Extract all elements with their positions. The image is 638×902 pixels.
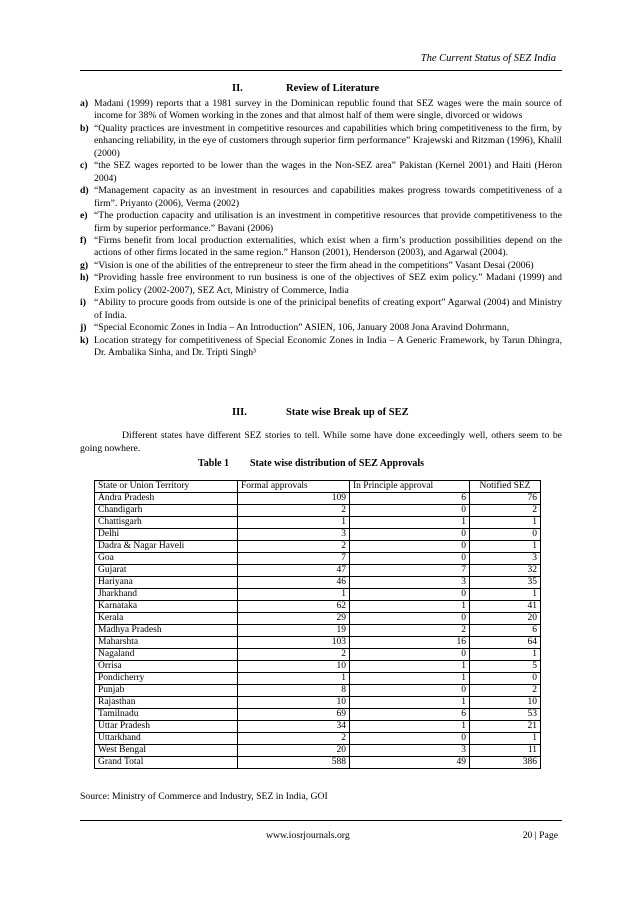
value-cell: 3 xyxy=(470,553,541,565)
value-cell: 109 xyxy=(238,493,350,505)
reference-text: Location strategy for competitiveness of Special Economic Zones in India – A Generic Framework, by Tarun Dhingra, Dr. Ambalika Sinha, and Dr. Tripti Singh³ xyxy=(94,334,562,359)
value-cell: 3 xyxy=(350,745,470,757)
footer-rule xyxy=(80,820,562,821)
column-header: State or Union Territory xyxy=(95,481,238,493)
value-cell: 0 xyxy=(350,505,470,517)
state-cell: Dadra & Nagar Haveli xyxy=(95,541,238,553)
state-cell: Andra Pradesh xyxy=(95,493,238,505)
value-cell: 386 xyxy=(470,757,541,769)
footer-url: www.iosrjournals.org xyxy=(266,830,350,841)
footer-page-number: 20 | Page xyxy=(522,830,558,841)
reference-text: “The production capacity and utilisation is an investment in competitive resources that provide competitiveness to the firm by superior performance.” Bavani (2006) xyxy=(94,210,562,234)
reference-item xyxy=(80,235,562,260)
value-cell: 0 xyxy=(350,733,470,745)
value-cell: 1 xyxy=(350,697,470,709)
table-row xyxy=(95,517,541,529)
value-cell: 1 xyxy=(350,661,470,673)
column-header: Notified SEZ xyxy=(470,481,541,493)
value-cell: 0 xyxy=(470,529,541,541)
table-row xyxy=(95,493,541,505)
reference-item xyxy=(80,160,562,185)
value-cell: 20 xyxy=(470,613,541,625)
value-cell: 0 xyxy=(350,553,470,565)
reference-item xyxy=(80,260,562,272)
reference-item xyxy=(80,98,562,123)
reference-marker: k) xyxy=(80,334,89,346)
value-cell: 49 xyxy=(350,757,470,769)
column-header: In Principle approval xyxy=(350,481,470,493)
state-cell: West Bengal xyxy=(95,745,238,757)
state-cell: Uttar Pradesh xyxy=(95,721,238,733)
table-row xyxy=(95,709,541,721)
value-cell: 21 xyxy=(470,721,541,733)
value-cell: 6 xyxy=(470,625,541,637)
section-title: State wise Break up of SEZ xyxy=(286,407,409,418)
reference-marker: i) xyxy=(80,297,86,309)
value-cell: 16 xyxy=(350,637,470,649)
section-number: III. xyxy=(232,407,247,418)
value-cell: 8 xyxy=(238,685,350,697)
reference-item xyxy=(80,322,562,334)
reference-item xyxy=(80,123,562,160)
reference-marker: a) xyxy=(80,98,89,109)
value-cell: 35 xyxy=(470,577,541,589)
table-row xyxy=(95,529,541,541)
reference-list xyxy=(80,98,562,360)
reference-marker: h) xyxy=(80,272,89,284)
value-cell: 6 xyxy=(350,709,470,721)
state-cell: Punjab xyxy=(95,685,238,697)
value-cell: 10 xyxy=(470,697,541,709)
value-cell: 1 xyxy=(350,721,470,733)
reference-text: “Management capacity as an investment in resources and capabilities makes progress towards competitiveness of a firm”. Priyanto (2006), Verma (2002) xyxy=(94,185,562,209)
table-row xyxy=(95,601,541,613)
sez-approvals-table xyxy=(94,480,541,769)
state-cell: Rajasthan xyxy=(95,697,238,709)
value-cell: 1 xyxy=(470,733,541,745)
value-cell: 69 xyxy=(238,709,350,721)
state-cell: Madhya Pradesh xyxy=(95,625,238,637)
value-cell: 10 xyxy=(238,661,350,673)
table-row xyxy=(95,613,541,625)
reference-text: “the SEZ wages reported to be lower than the wages in the Non-SEZ area” Pakistan (Kernel 2001) and Haiti (Heron 2004) xyxy=(94,160,562,184)
reference-marker: d) xyxy=(80,185,89,197)
value-cell: 0 xyxy=(350,649,470,661)
header-rule xyxy=(80,70,562,71)
value-cell: 1 xyxy=(470,589,541,601)
value-cell: 2 xyxy=(470,685,541,697)
value-cell: 20 xyxy=(238,745,350,757)
reference-marker: c) xyxy=(80,160,88,172)
value-cell: 29 xyxy=(238,613,350,625)
value-cell: 2 xyxy=(238,505,350,517)
value-cell: 2 xyxy=(470,505,541,517)
value-cell: 1 xyxy=(470,541,541,553)
table-header-row xyxy=(95,481,541,493)
reference-marker: j) xyxy=(80,322,87,334)
reference-text: “Special Economic Zones in India – An Introduction” ASIEN, 106, January 2008 Jona Aravind Dohrmann, xyxy=(94,322,510,334)
value-cell: 46 xyxy=(238,577,350,589)
column-header: Formal approvals xyxy=(238,481,350,493)
table-row xyxy=(95,733,541,745)
reference-text: “Vision is one of the abilities of the entrepreneur to steer the firm ahead in the competitions” Vasant Desai (2006) xyxy=(94,259,534,271)
reference-text: “Providing hassle free environment to run business is one of the objectives of SEZ exim policy.” Madani (1999) and Exim policy (2002-2007), SEZ Act, Ministry of Commerce, India xyxy=(94,272,562,296)
state-cell: Goa xyxy=(95,553,238,565)
table-title: State wise distribution of SEZ Approvals xyxy=(250,458,425,469)
value-cell: 62 xyxy=(238,601,350,613)
value-cell: 2 xyxy=(238,649,350,661)
value-cell: 76 xyxy=(470,493,541,505)
value-cell: 2 xyxy=(350,625,470,637)
reference-text: “Quality practices are investment in competitive resources and capabilities which bring competitiveness to the firm, by enhancing reliability, in the eye of customers through superior firm performance” Krajewski and Ritzman (1996), Khalil (2000) xyxy=(94,122,562,159)
value-cell: 6 xyxy=(350,493,470,505)
section-heading-statewise xyxy=(232,407,409,418)
state-cell: Gujarat xyxy=(95,565,238,577)
table-row xyxy=(95,661,541,673)
reference-text: “Ability to procure goods from outside is one of the prinicipal benefits of creating export” Agarwal (2004) and Ministry of India. xyxy=(94,297,562,321)
table-row xyxy=(95,637,541,649)
reference-item xyxy=(80,297,562,322)
value-cell: 1 xyxy=(350,673,470,685)
value-cell: 588 xyxy=(238,757,350,769)
reference-item xyxy=(80,210,562,235)
table-total-row xyxy=(95,757,541,769)
running-header-title: The Current Status of SEZ India xyxy=(420,53,556,64)
reference-text: Madani (1999) reports that a 1981 survey in the Dominican republic found that SEZ wages were the main source of income for 38% of Women working in the zones and that almost half of them were single, divorced or widows xyxy=(94,98,562,122)
section-title: Review of Literature xyxy=(286,83,380,94)
state-cell: Pondicherry xyxy=(95,673,238,685)
table-row xyxy=(95,565,541,577)
state-cell: Delhi xyxy=(95,529,238,541)
reference-text: “Firms benefit from local production externalities, which exist when a firm’s production possibilities depend on the actions of other firms located in the same region.” Hanson (2001), Henderson (2003), and Agarwal (2004). xyxy=(94,234,562,259)
reference-marker: f) xyxy=(80,234,87,246)
table-row xyxy=(95,625,541,637)
value-cell: 7 xyxy=(238,553,350,565)
table-row xyxy=(95,649,541,661)
table-row xyxy=(95,577,541,589)
value-cell: 3 xyxy=(350,577,470,589)
table-row xyxy=(95,505,541,517)
value-cell: 7 xyxy=(350,565,470,577)
section-number: II. xyxy=(232,83,243,94)
reference-marker: e) xyxy=(80,210,88,222)
state-cell: Grand Total xyxy=(95,757,238,769)
value-cell: 0 xyxy=(350,685,470,697)
state-cell: Hariyana xyxy=(95,577,238,589)
state-cell: Karnataka xyxy=(95,601,238,613)
table-row xyxy=(95,541,541,553)
value-cell: 1 xyxy=(350,517,470,529)
reference-marker: g) xyxy=(80,259,89,271)
table-row xyxy=(95,721,541,733)
state-cell: Chandigarh xyxy=(95,505,238,517)
value-cell: 5 xyxy=(470,661,541,673)
value-cell: 1 xyxy=(350,601,470,613)
reference-item xyxy=(80,185,562,210)
value-cell: 11 xyxy=(470,745,541,757)
table-row xyxy=(95,553,541,565)
table-number: Table 1 xyxy=(198,458,230,469)
table-row xyxy=(95,685,541,697)
value-cell: 1 xyxy=(238,517,350,529)
value-cell: 34 xyxy=(238,721,350,733)
body-paragraph: Different states have different SEZ stories to tell. While some have done exceedingly well, others seem to be going nowhere. xyxy=(80,430,562,454)
value-cell: 1 xyxy=(470,517,541,529)
table-row xyxy=(95,673,541,685)
table-row xyxy=(95,745,541,757)
state-cell: Nagaland xyxy=(95,649,238,661)
value-cell: 0 xyxy=(350,589,470,601)
value-cell: 1 xyxy=(470,649,541,661)
state-cell: Uttarkhand xyxy=(95,733,238,745)
reference-marker: b) xyxy=(80,122,89,134)
value-cell: 41 xyxy=(470,601,541,613)
value-cell: 2 xyxy=(238,733,350,745)
value-cell: 19 xyxy=(238,625,350,637)
value-cell: 0 xyxy=(350,541,470,553)
value-cell: 10 xyxy=(238,697,350,709)
value-cell: 3 xyxy=(238,529,350,541)
value-cell: 2 xyxy=(238,541,350,553)
value-cell: 47 xyxy=(238,565,350,577)
value-cell: 1 xyxy=(238,673,350,685)
state-cell: Maharshta xyxy=(95,637,238,649)
state-cell: Jharkhand xyxy=(95,589,238,601)
value-cell: 53 xyxy=(470,709,541,721)
state-cell: Tamilnadu xyxy=(95,709,238,721)
table-source: Source: Ministry of Commerce and Industry, SEZ in India, GOI xyxy=(80,791,328,802)
reference-item xyxy=(80,335,562,360)
value-cell: 64 xyxy=(470,637,541,649)
value-cell: 103 xyxy=(238,637,350,649)
table-caption xyxy=(198,458,424,469)
value-cell: 0 xyxy=(350,529,470,541)
table-row xyxy=(95,697,541,709)
value-cell: 0 xyxy=(350,613,470,625)
value-cell: 0 xyxy=(470,673,541,685)
table-row xyxy=(95,589,541,601)
state-cell: Kerala xyxy=(95,613,238,625)
value-cell: 1 xyxy=(238,589,350,601)
section-heading-review xyxy=(232,83,379,94)
state-cell: Chattisgarh xyxy=(95,517,238,529)
state-cell: Orrisa xyxy=(95,661,238,673)
value-cell: 32 xyxy=(470,565,541,577)
reference-item xyxy=(80,272,562,297)
